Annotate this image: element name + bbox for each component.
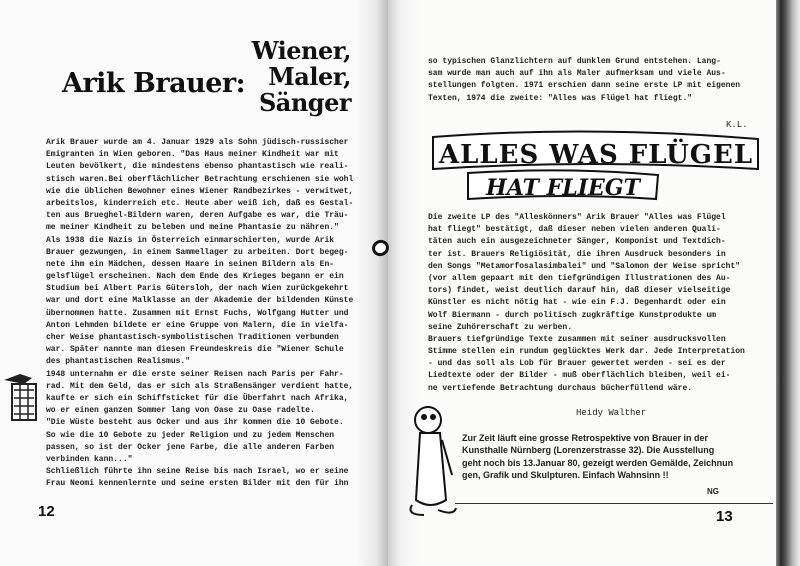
- article-title: Arik Brauer:: [62, 68, 246, 99]
- text-line: ten aus Brueghel-Bildern waren, deren Aufgabe es war, die Träu-: [46, 211, 349, 221]
- text-line: Stimme stellen ein rundum geglücktes Werk dar. Jede Interpretation: [428, 347, 745, 357]
- text-line: rad. Mit dem Geld, das er sich als Straßensänger verdient hatte,: [46, 381, 354, 391]
- text-line: so typischen Glanzlichtern auf dunklem Grund entstehen. Lang-: [428, 57, 721, 66]
- text-line: Die zweite LP des "Alleskönners" Arik Brauer "Alles was Flügel: [428, 213, 726, 222]
- text-line: Texten, 1974 die zweite: "Alles was Flügel hat fliegt.": [428, 93, 693, 103]
- article-continuation: [428, 56, 740, 105]
- article-subtitle: [236, 38, 351, 116]
- review-author: Heidy Walther: [576, 408, 647, 418]
- text-line: Brauer gezwungen, in einem Sammellager zu arbeiten. Dort begeg-: [46, 247, 349, 257]
- text-line: passen, so ist der Ocker jene Farbe, die alle anderen Farben: [46, 442, 335, 452]
- text-line: So wie die 10 Gebote zu jeder Religion und zu jedem Menschen: [46, 430, 335, 440]
- text-line: Schließlich führte ihn seine Reise bis nach Israel, wo er seine: [46, 467, 349, 477]
- note-author: NG: [707, 487, 719, 496]
- text-line: (vor allem gepaart mit den tiefgründigen Illustrationen des Au-: [428, 273, 731, 283]
- castle-drawing-icon: [2, 370, 40, 425]
- divider: [455, 503, 773, 504]
- text-line: - und das soll als Lob für Brauer gewertet werden - sei es der: [428, 359, 726, 369]
- text-line: war. Später nannte man diesen Freundeskreis die "Wiener Schule: [46, 345, 344, 355]
- album-title-lettering: [428, 125, 763, 205]
- text-line: stellungen folgten. 1971 erschien dann seine erste LP mit eigenen: [428, 81, 741, 91]
- exhibition-note: [462, 432, 733, 481]
- text-line: geht noch bis 13.Januar 80, gezeigt werden Gemälde, Zeichnun: [462, 457, 734, 468]
- text-line: kaufte er sich ein Schiffsticket für die Überfahrt nach Afrika,: [46, 393, 349, 403]
- cartoon-figure-drawing-icon: [402, 400, 460, 520]
- text-line: seine Zuhörerschaft zu werben.: [428, 322, 573, 332]
- banner-line-2: HAT FLIEGT: [486, 175, 640, 201]
- text-line: übernommen hatte. Zusammen mit Ernst Fuchs, Wolfgang Hutter und: [46, 308, 349, 318]
- text-line: Liedtexte oder der Bilder - muß oberflächlich bleiben, weil ei-: [428, 371, 731, 381]
- text-line: hat fliegt" bestätigt, daß dieser neben vielen anderen Quali-: [428, 225, 721, 235]
- text-line: ter ist. Brauers Religiösität, die ihren Ausdruck besonders in: [428, 249, 726, 259]
- article-body: [46, 137, 353, 490]
- subtitle-line: Maler,: [268, 62, 351, 91]
- text-line: nete ihm ein Mädchen, dessen Haare in seinen Bildern als En-: [46, 259, 335, 269]
- text-line: 1948 unternahm er die erste seiner Reisen nach Paris per Fahr-: [46, 369, 344, 379]
- text-line: Künstler es nicht nötig hat - wie ein F.J. Degenhardt oder ein: [428, 298, 726, 308]
- text-line: me meiner Kindheit zu beleben und meine Phantasie zu nähren.": [46, 223, 339, 233]
- text-line: Anton Lehmden bildete er eine Gruppe von Malern, die in vielfa-: [46, 320, 349, 330]
- subtitle-line: Wiener,: [251, 36, 351, 65]
- text-line: tors) findet, weist deutlich darauf hin, daß dieser vielseitige: [428, 286, 731, 296]
- text-line: Als 1938 die Nazis in Österreich einmarschierten, wurde Arik: [46, 235, 335, 245]
- text-line: Wolf Biermann - durch politisch zugkräftige Kunstprodukte um: [428, 310, 717, 320]
- text-line: cher Weise phantastisch-symbolistischen Traditionen verbunden: [46, 333, 339, 342]
- text-line: Frau Neomi kennenlernte und seine ersten Bilder mit den für ihn: [46, 479, 349, 489]
- page-edge: [776, 0, 800, 566]
- text-line: täten auch ein ausgezeichneter Sänger, Komponist und Textdich-: [428, 237, 726, 247]
- text-line: gen, Grafik und Skulpturen. Einfach Wahnsinn !!: [462, 469, 669, 480]
- text-line: Studium bei Albert Paris Gütersloh, der nach Wien zurückgekehrt: [46, 284, 349, 294]
- text-line: Arik Brauer wurde am 4. Januar 1929 als Sohn jüdisch-russischer: [46, 138, 349, 147]
- text-line: Zur Zeit läuft eine grosse Retrospektive von Brauer in der: [462, 433, 709, 443]
- illustration-credit: K.L.: [726, 120, 748, 130]
- record-review: [428, 212, 745, 395]
- text-line: Brauers tiefgründige Texte zusammen mit seiner ausdrucksvollen: [428, 334, 726, 344]
- text-line: arbeitslos, kinderreich etc. Heute aber weiß ich, daß es Gestal-: [46, 198, 354, 208]
- text-line: wo er einen ganzen Sommer lang von Oase zu Oase radelte.: [46, 406, 315, 416]
- page-number: 12: [38, 503, 55, 520]
- page-number: 13: [716, 508, 733, 525]
- text-line: "Die Wüste besteht aus Ocker und aus ihr kommen die 10 Gebote.: [46, 418, 344, 428]
- text-line: wie die üblichen Bewohner eines Wiener Randbezirkes - verwitwet,: [46, 186, 354, 196]
- text-line: Leuten bevölkert, die mindestens ebenso phantastisch wie reali-: [46, 162, 349, 172]
- text-line: stisch waren.Bei oberflächlicher Betrachtung erschienen sie wohl: [46, 174, 354, 184]
- text-line: war und dort eine Malklasse an der Akademie der bildenden Künste: [46, 296, 354, 306]
- text-line: des phantastischen Realismus.": [46, 357, 191, 367]
- text-line: Emigranten in Wien geboren. "Das Haus meiner Kindheit war mit: [46, 150, 339, 160]
- text-line: gelsflügel erscheinen. Nach dem Ende des Krieges begann er ein: [46, 272, 344, 282]
- text-line: sam wurde man auch auf ihn als Maler aufmerksam und viele Aus-: [428, 69, 726, 79]
- text-line: verbinden kann...": [46, 454, 133, 464]
- text-line: Kunsthalle Nürnberg (Lorenzerstrasse 32). Die Ausstellung: [462, 445, 715, 456]
- text-line: ne vertiefende Betrachtung durchaus bücherfüllend wäre.: [428, 383, 693, 393]
- text-line: den Songs "Metamorfosalasimbalei" und "Salomon der Weise spricht": [428, 261, 741, 271]
- banner-line-1: ALLES WAS FLÜGEL: [438, 140, 754, 170]
- subtitle-line: Sänger: [258, 88, 351, 117]
